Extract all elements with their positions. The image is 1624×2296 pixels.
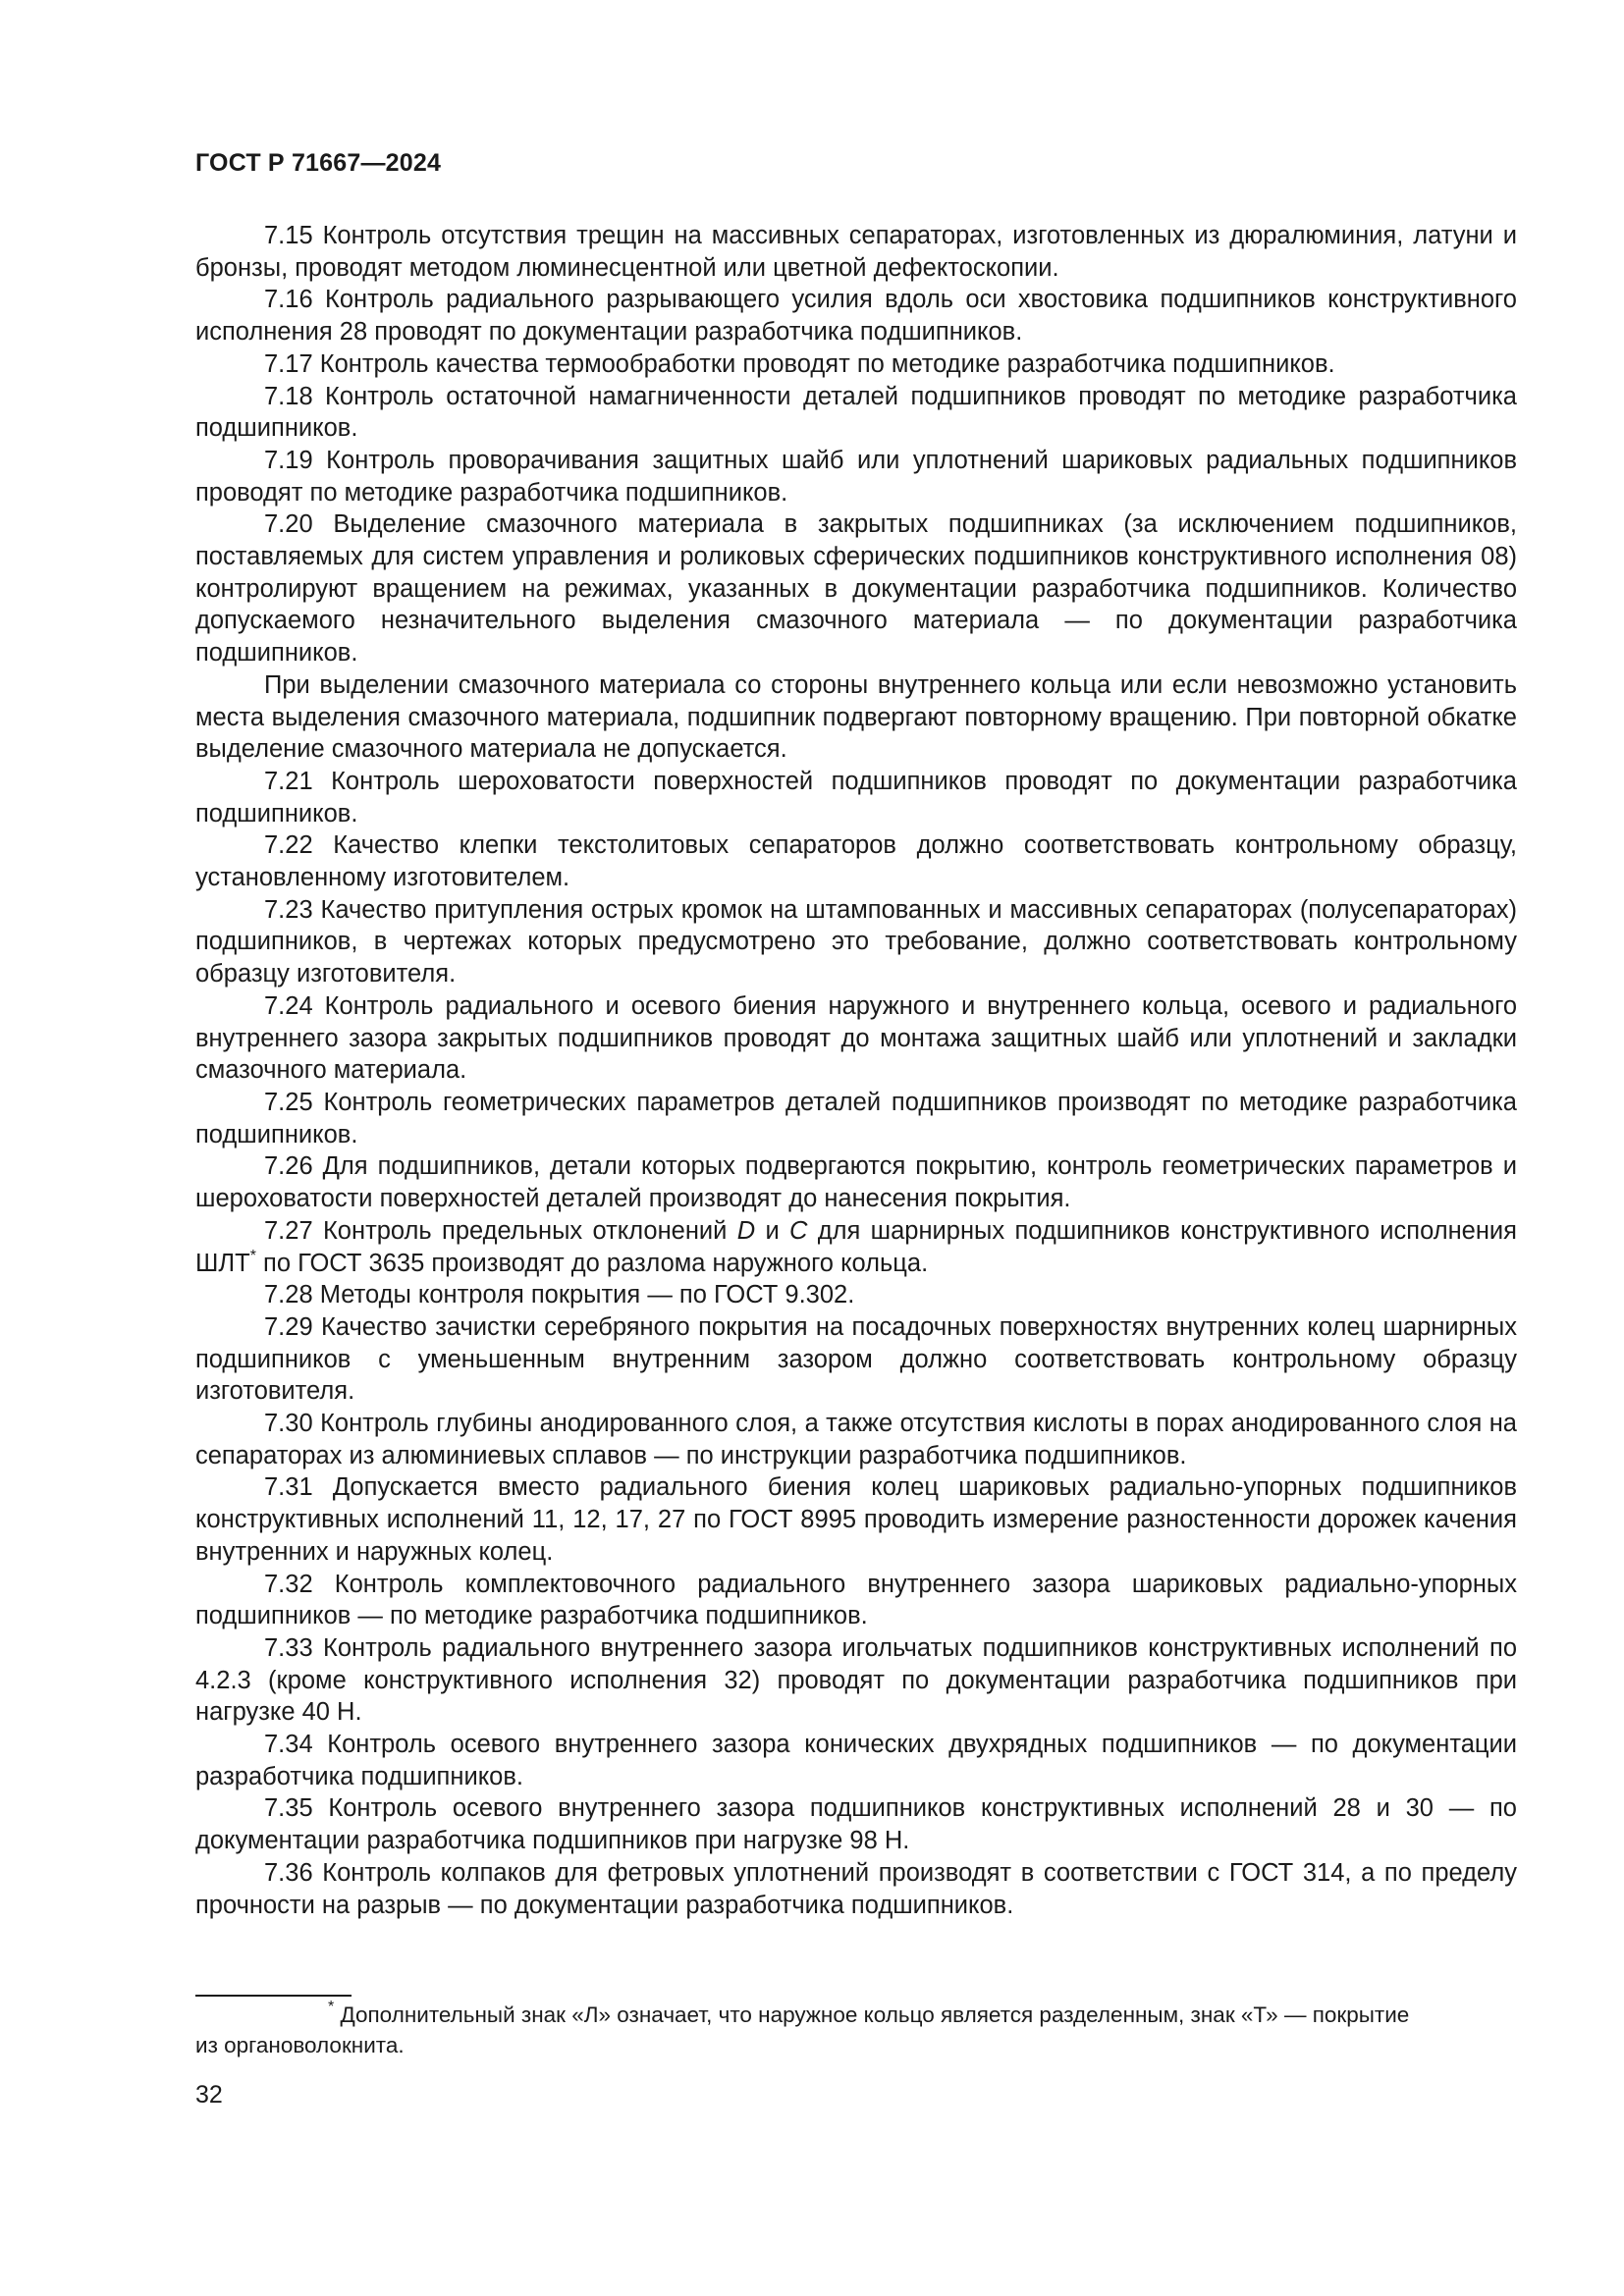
paragraph-7-21: 7.21 Контроль шероховатости поверхностей подшипников проводят по документации разработчика подшипников. xyxy=(195,767,1517,828)
paragraph-7-33: 7.33 Контроль радиального внутреннего зазора игольчатых подшипников конструктивных исполнений по 4.2.3 (кроме конструктивного исполнения 32) проводят по документации разработчика подшипников при нагрузке 40 Н. xyxy=(195,1633,1517,1727)
footnote-text-2: из органоволокнита. xyxy=(195,2033,405,2057)
paragraph-7-16: 7.16 Контроль радиального разрывающего усилия вдоль оси хвостовика подшипников конструктивного исполнения 28 проводят по документации разработчика подшипников. xyxy=(195,286,1517,347)
paragraph-7-24: 7.24 Контроль радиального и осевого биения наружного и внутреннего кольца, осевого и радиального внутреннего зазора закрытых подшипников проводят до монтажа защитных шайб или уплотнений и закладки смазочного материала. xyxy=(195,991,1517,1085)
paragraph-7-27-part2: для шарнирных подшипников конструктивного исполнения ШЛТ xyxy=(195,1216,1517,1277)
paragraph-7-28: 7.28 Методы контроля покрытия — по ГОСТ 9.302. xyxy=(264,1281,855,1309)
footnote xyxy=(195,2000,1517,2060)
page-number: 32 xyxy=(195,2081,223,2109)
paragraph-7-20: 7.20 Выделение смазочного материала в закрытых подшипниках (за исключением подшипников, поставляемых для систем управления и роликовых сферических подшипников конструктивного исполнения 08) контролируют вращением на режимах, указанных в документации разработчика подшипников. Количество допускаемого незначительного выделения смазочного материала — по документации разработчика подшипников. xyxy=(195,510,1517,667)
variable-d: D xyxy=(736,1216,756,1245)
paragraph-7-26: 7.26 Для подшипников, детали которых подвергаются покрытию, контроль геометрических параметров и шероховатости поверхностей деталей производят до нанесения покрытия. xyxy=(195,1152,1517,1213)
paragraph-7-30: 7.30 Контроль глубины анодированного слоя, а также отсутствия кислоты в порах анодированного слоя на сепараторах из алюминиевых сплавов — по инструкции разработчика подшипников. xyxy=(195,1410,1517,1469)
document-header: ГОСТ Р 71667—2024 xyxy=(195,149,442,177)
paragraph-7-22: 7.22 Качество клепки текстолитовых сепараторов должно соответствовать контрольному образцу, установленному изготовителем. xyxy=(195,831,1517,892)
footnote-line-1 xyxy=(195,2000,1517,2030)
paragraph-7-27-and: и xyxy=(755,1216,790,1245)
paragraph-7-27-part3: по ГОСТ 3635 производят до разлома наружного кольца. xyxy=(255,1249,929,1277)
paragraph-7-17: 7.17 Контроль качества термообработки проводят по методике разработчика подшипников. xyxy=(264,349,1335,378)
paragraph-7-34: 7.34 Контроль осевого внутреннего зазора конических двухрядных подшипников — по документации разработчика подшипников. xyxy=(195,1731,1517,1790)
paragraph-7-20-continued: При выделении смазочного материала со стороны внутреннего кольца или если невозможно установить места выделения смазочного материала, подшипник подвергают повторному вращению. При повторной обкатке выделение смазочного материала не допускается. xyxy=(195,670,1517,764)
paragraph-7-27-part1: 7.27 Контроль предельных отклонений xyxy=(264,1216,737,1245)
paragraph-7-15: 7.15 Контроль отсутствия трещин на массивных сепараторах, изготовленных из дюралюминия, латуни и бронзы, проводят методом люминесцентной или цветной дефектоскопии. xyxy=(195,222,1517,282)
paragraph-7-29: 7.29 Качество зачистки серебряного покрытия на посадочных поверхностях внутренних колец шарнирных подшипников с уменьшенным внутренним зазором должно соответствовать контрольному образцу изготовителя. xyxy=(195,1312,1517,1406)
paragraph-7-19: 7.19 Контроль проворачивания защитных шайб или уплотнений шариковых радиальных подшипников проводят по методике разработчика подшипников. xyxy=(195,446,1517,507)
paragraph-7-32: 7.32 Контроль комплектовочного радиального внутреннего зазора шариковых радиально-упорных подшипников — по методике разработчика подшипников. xyxy=(195,1570,1517,1630)
paragraph-7-18: 7.18 Контроль остаточной намагниченности деталей подшипников проводят по методике разработчика подшипников. xyxy=(195,382,1517,443)
paragraph-7-31: 7.31 Допускается вместо радиального биения колец шариковых радиально-упорных подшипников конструктивных исполнений 11, 12, 17, 27 по ГОСТ 8995 проводить измерение разностенности дорожек качения внутренних и наружных колец. xyxy=(195,1473,1517,1566)
footnote-divider xyxy=(195,1995,352,1997)
paragraph-7-35: 7.35 Контроль осевого внутреннего зазора подшипников конструктивных исполнений 28 и 30 — по документации разработчика подшипников при нагрузке 98 Н. xyxy=(195,1794,1517,1855)
footnote-reference: * xyxy=(249,1247,256,1264)
document-body xyxy=(195,220,1517,1921)
paragraph-7-23: 7.23 Качество притупления острых кромок на штампованных и массивных сепараторах (полусепараторах) подшипников, в чертежах которых предусмотрено это требование, должно соответствовать контрольному образцу изготовителя. xyxy=(195,895,1517,988)
footnote-text-1: Дополнительный знак «Л» означает, что наружное кольцо является разделенным, знак «Т» — покрытие xyxy=(334,2002,1410,2027)
paragraph-7-36: 7.36 Контроль колпаков для фетровых уплотнений производят в соответствии с ГОСТ 314, а по пределу прочности на разрыв — по документации разработчика подшипников. xyxy=(195,1858,1517,1919)
paragraph-7-25: 7.25 Контроль геометрических параметров деталей подшипников производят по методике разработчика подшипников. xyxy=(195,1088,1517,1148)
paragraph-7-27 xyxy=(195,1215,1517,1279)
footnote-marker: * xyxy=(328,1999,335,2015)
variable-c: C xyxy=(789,1216,808,1245)
